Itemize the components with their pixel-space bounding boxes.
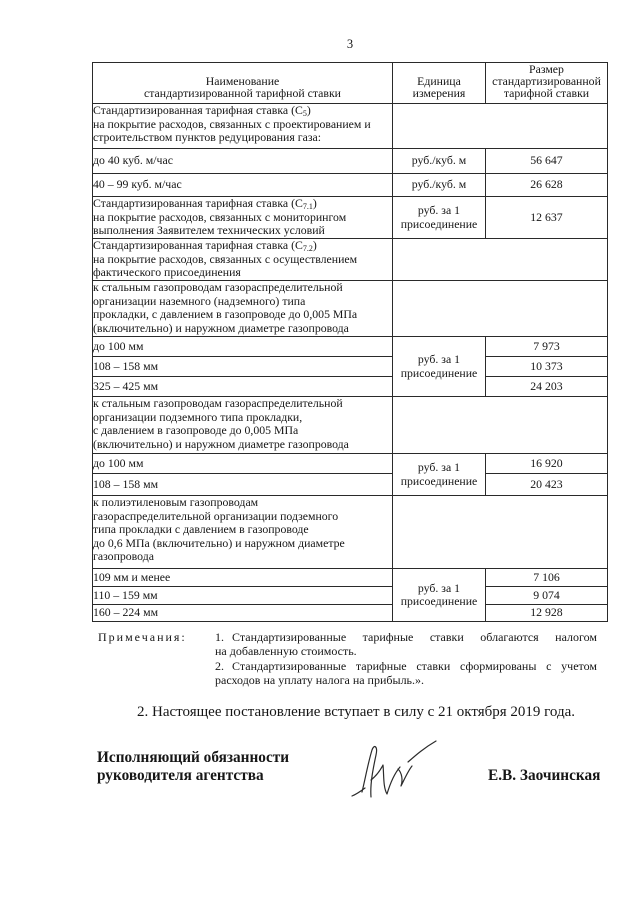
row-unit: руб. за 1 присоединение [393, 337, 486, 397]
table-row [93, 474, 608, 496]
row-name: 110 – 159 мм [93, 587, 393, 605]
table-row [93, 174, 608, 197]
table-row [93, 337, 608, 357]
c71-title: Стандартизированная тарифная ставка $(С_{7.1})$ [93, 196, 317, 211]
text-line: типа прокладки с давлением в газопроводе [93, 522, 309, 536]
note-text: Стандартизированные тарифные ставки облагаются налогом [232, 630, 597, 644]
c72-title: Стандартизированная тарифная ставка $(С_{7.2})$ [93, 238, 317, 253]
row-name: 108 – 158 мм [93, 357, 393, 377]
empty-cell [393, 397, 608, 454]
text-line: организации наземного (надземного) типа [93, 293, 306, 308]
row-value: 12 637 [486, 197, 608, 239]
header-line: стандартизированной тарифной ставки [144, 86, 341, 100]
table-row [93, 454, 608, 474]
table-row-group-title [93, 397, 608, 454]
row-name: до 40 куб. м/час [93, 149, 393, 174]
text-line: на покрытие расходов, связанных с проектированием и [93, 116, 371, 131]
row-unit: руб. за 1 присоединение [393, 454, 486, 496]
signatory-name: Е.В. Заочинская [488, 767, 601, 784]
row-name: 40 – 99 куб. м/час [93, 174, 393, 197]
table-row [93, 569, 608, 587]
note-text: на добавленную стоимость. [215, 643, 357, 658]
table-row-c5-title [93, 104, 608, 149]
table-row-c72-title [93, 239, 608, 281]
header-line: Наименование [205, 74, 280, 88]
text-line: до 0,6 МПа (включительно) и наружном диаметре [93, 535, 345, 550]
text-line: фактического присоединения [93, 265, 241, 279]
note-item [215, 631, 597, 658]
row-name: 160 – 224 мм [93, 605, 393, 622]
row-value: 16 920 [486, 454, 608, 474]
c5-title-cell [93, 104, 393, 149]
note-text: расходов на уплату налога на прибыль.». [215, 672, 425, 687]
group-title-cell [93, 397, 393, 454]
note-item [215, 660, 597, 687]
text-line: на покрытие расходов, связанных с мониторингом [93, 209, 347, 224]
text-line: газораспределительной организации подземного [93, 508, 339, 523]
row-name: 109 мм и менее [93, 569, 393, 587]
table-row-group-title [93, 496, 608, 569]
position-line: Исполняющий обязанности [97, 749, 290, 766]
row-value: 20 423 [486, 474, 608, 496]
table-row-c71 [93, 197, 608, 239]
text-line: к стальным газопроводам газораспределительной [93, 280, 343, 294]
note-text: Стандартизированные тарифные ставки сформированы с учетом [232, 659, 597, 673]
header-name [93, 63, 393, 104]
header-line: тарифной ставки [503, 86, 590, 100]
signatory-position [97, 749, 289, 785]
row-value: 12 928 [486, 605, 608, 622]
text-line: на покрытие расходов, связанных с осуществлением [93, 251, 358, 266]
group-title-cell [93, 496, 393, 569]
group-title-cell [93, 281, 393, 337]
table-row [93, 149, 608, 174]
row-value: 24 203 [486, 377, 608, 397]
empty-cell [393, 239, 608, 281]
note-number: 2. [215, 659, 224, 673]
c71-title-cell [93, 197, 393, 239]
row-name: 108 – 158 мм [93, 474, 393, 496]
table-header-row [93, 63, 608, 104]
row-value: 9 074 [486, 587, 608, 605]
text-line: организации подземного типа прокладки, [93, 409, 303, 424]
empty-cell [393, 281, 608, 337]
table-row [93, 377, 608, 397]
text-line: с давлением в газопроводе до 0,005 МПа [93, 423, 299, 437]
text-line: (включительно) и наружном диаметре газопровода [93, 436, 349, 451]
effective-date-paragraph: 2. Настоящее постановление вступает в силу с 21 октября 2019 года. [137, 704, 576, 720]
row-value: 7 106 [486, 569, 608, 587]
c5-title: Стандартизированная тарифная ставка $(С_5)$ [93, 103, 311, 118]
text-line: к полиэтиленовым газопроводам [93, 495, 259, 509]
row-name: 325 – 425 мм [93, 377, 393, 397]
notes-list [215, 631, 597, 687]
row-unit: руб. за 1 присоединение [393, 197, 486, 239]
row-unit: руб./куб. м [393, 149, 486, 174]
table-row [93, 605, 608, 622]
text-line: строительством пунктов редуцирования газа: [93, 130, 321, 144]
table-row [93, 357, 608, 377]
header-line: стандартизированной [492, 74, 601, 88]
text-line: газопровода [93, 549, 154, 563]
row-unit: руб./куб. м [393, 174, 486, 197]
row-value: 7 973 [486, 337, 608, 357]
header-size [486, 63, 608, 104]
table-row-group-title [93, 281, 608, 337]
notes-label: Примечания: [98, 630, 187, 644]
text-line: прокладки, с давлением в газопроводе до 0,005 МПа [93, 307, 358, 321]
row-unit: руб. за 1 присоединение [393, 569, 486, 622]
empty-cell [393, 104, 608, 149]
signature-icon [348, 738, 440, 804]
tariff-table [92, 62, 608, 622]
text-line: выполнения Заявителем технических условий [93, 223, 325, 237]
page-number: 3 [346, 37, 354, 51]
empty-cell [393, 496, 608, 569]
note-number: 1. [215, 630, 224, 644]
text-line: (включительно) и наружном диаметре газопровода [93, 320, 349, 335]
text-line: к стальным газопроводам газораспределительной [93, 396, 343, 410]
header-line: Единица [417, 74, 461, 88]
header-line: Размер [529, 62, 564, 76]
row-value: 56 647 [486, 149, 608, 174]
row-value: 26 628 [486, 174, 608, 197]
row-name: до 100 мм [93, 337, 393, 357]
table-row [93, 587, 608, 605]
row-value: 10 373 [486, 357, 608, 377]
position-line: руководителя агентства [97, 767, 264, 784]
header-unit [393, 63, 486, 104]
header-line: измерения [412, 86, 466, 100]
row-name: до 100 мм [93, 454, 393, 474]
c72-title-cell [93, 239, 393, 281]
